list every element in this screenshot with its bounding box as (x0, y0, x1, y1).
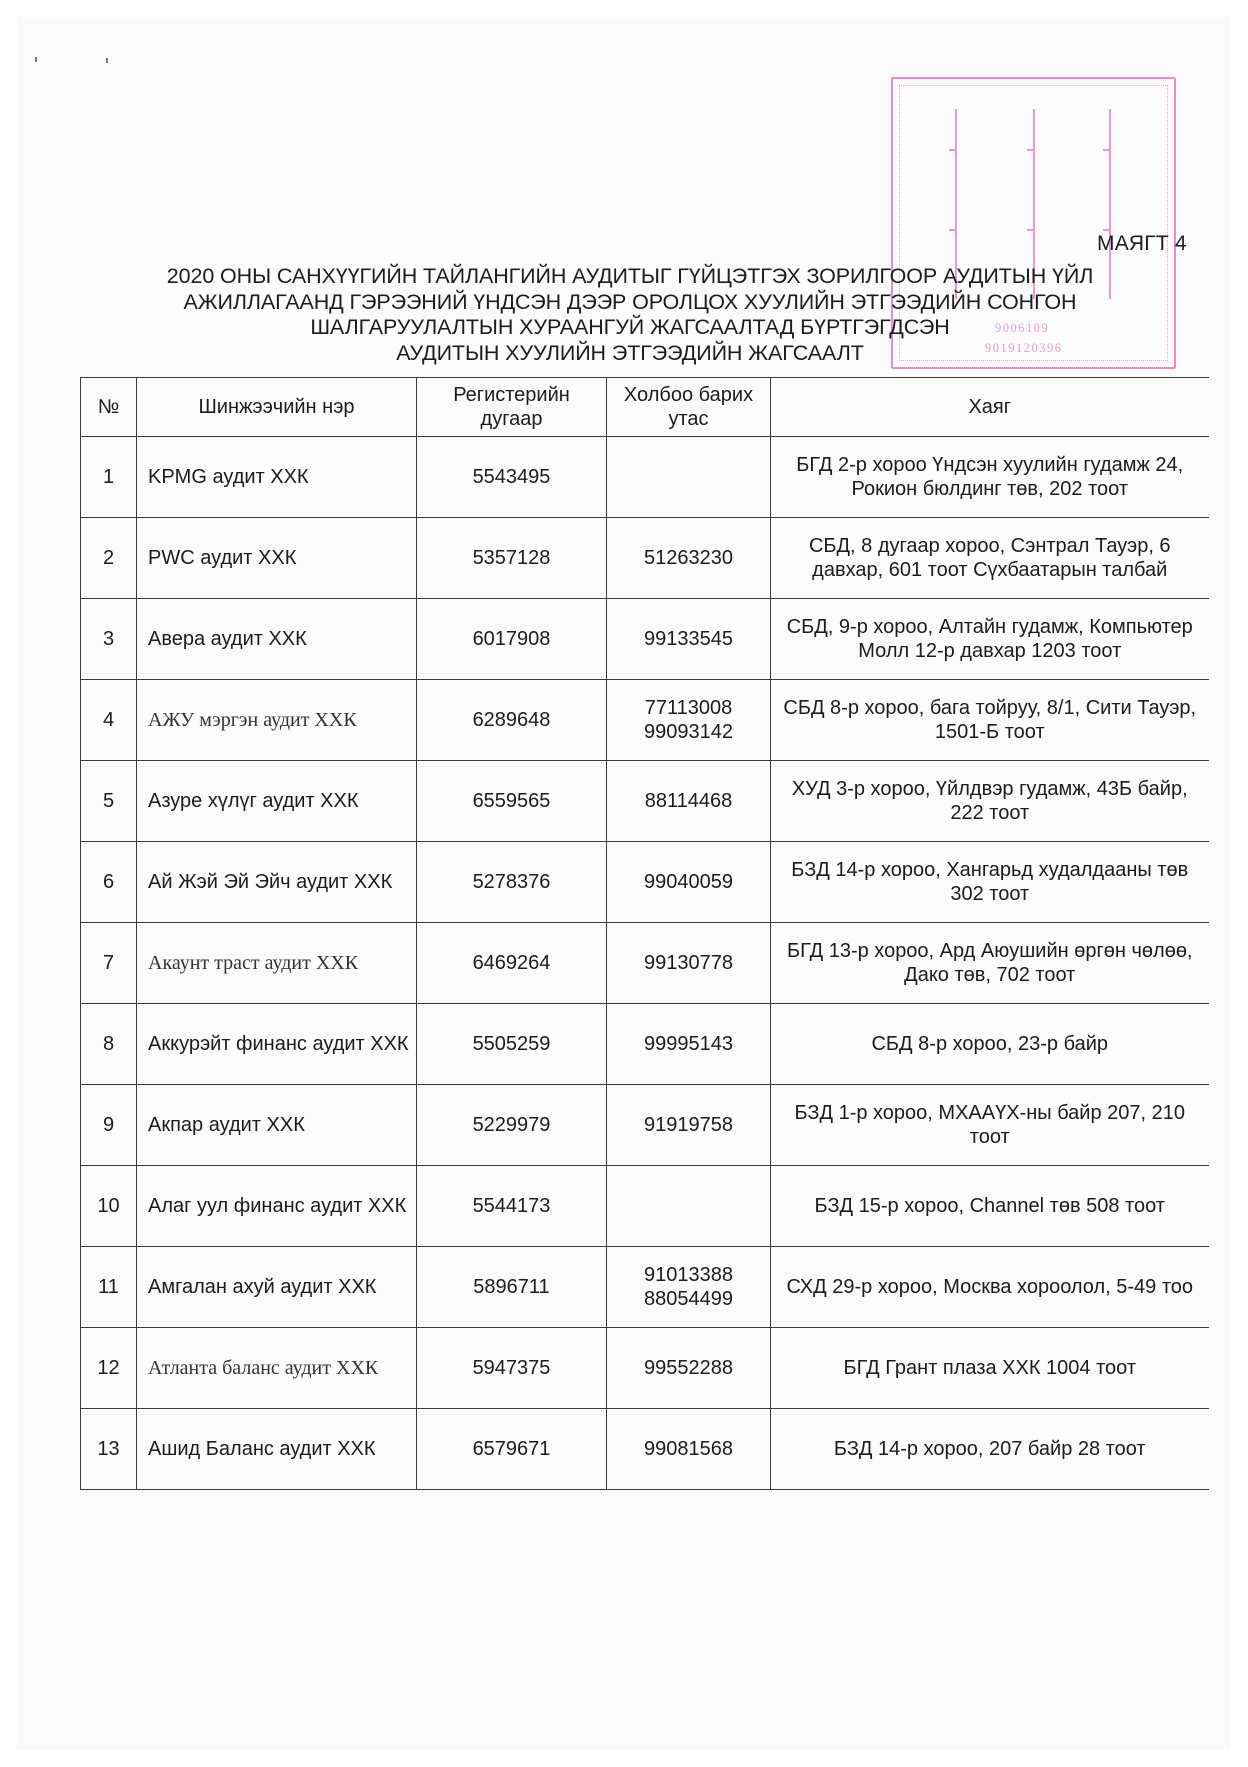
cell-name: Атланта баланс аудит ХХК (137, 1328, 417, 1409)
title-line: 2020 ОНЫ САНХҮҮГИЙН ТАЙЛАНГИЙН АУДИТЫГ ГҮЙЦЭТГЭХ ЗОРИЛГООР АУДИТЫН ҮЙЛ (166, 264, 1094, 288)
cell-register: 5543495 (417, 437, 607, 518)
cell-register: 5947375 (417, 1328, 607, 1409)
stamp-number: 9006109 (995, 321, 1050, 335)
cell-name: Ашид Баланс аудит ХХК (137, 1409, 417, 1490)
table-row (81, 680, 1209, 761)
cell-register: 5357128 (417, 518, 607, 599)
cell-phone (607, 1166, 771, 1247)
phone-number: 99093142 (644, 721, 733, 743)
cell-phone (607, 1085, 771, 1166)
cell-name: Акпар аудит ХХК (137, 1085, 417, 1166)
cell-address: БГД 2-р хороо Үндсэн хуулийн гудамж 24, Рокион бюлдинг төв, 202 тоот (771, 437, 1209, 518)
stamp-number: 9019120396 (985, 341, 1063, 355)
cell-phone (607, 923, 771, 1004)
title-line: АУДИТЫН ХУУЛИЙН ЭТГЭЭДИЙН ЖАГСААЛТ (396, 340, 864, 365)
cell-name: Авера аудит ХХК (137, 599, 417, 680)
cell-phone (607, 437, 771, 518)
cell-no: 4 (81, 680, 137, 761)
phone-number: 91013388 (644, 1264, 733, 1286)
phone-number: 99995143 (644, 1033, 733, 1055)
cell-no: 8 (81, 1004, 137, 1085)
header-address: Хаяг (771, 378, 1209, 437)
cell-no: 11 (81, 1247, 137, 1328)
cell-no: 3 (81, 599, 137, 680)
cell-name: Акаунт траст аудит ХХК (137, 923, 417, 1004)
phone-number: 88114468 (644, 790, 733, 812)
phone-number: 99040059 (644, 871, 733, 893)
cell-no: 9 (81, 1085, 137, 1166)
cell-address: БЗД 15-р хороо, Channel төв 508 тоот (771, 1166, 1209, 1247)
scan-speck (106, 58, 108, 63)
cell-phone (607, 680, 771, 761)
cell-phone (607, 1409, 771, 1490)
cell-phone (607, 599, 771, 680)
table-row (81, 1409, 1209, 1490)
table-row (81, 518, 1209, 599)
phone-number: 99081568 (644, 1438, 733, 1460)
cell-phone (607, 518, 771, 599)
phone-number: 77113008 (644, 697, 733, 719)
cell-register: 6017908 (417, 599, 607, 680)
title-line: АЖИЛЛАГААНД ГЭРЭЭНИЙ ҮНДСЭН ДЭЭР ОРОЛЦОХ ХУУЛИЙН ЭТГЭЭДИЙН СОНГОН (183, 289, 1077, 314)
phone-number: 99130778 (644, 952, 733, 974)
cell-address: СБД 8-р хороо, бага тойруу, 8/1, Сити Тауэр, 1501-Б тоот (771, 680, 1209, 761)
cell-phone (607, 1328, 771, 1409)
table-row (81, 842, 1209, 923)
document-title (130, 264, 1130, 366)
cell-name: Алаг уул финанс аудит ХХК (137, 1166, 417, 1247)
header-phone: Холбоо барих утас (607, 378, 771, 437)
cell-name: KPMG аудит ХХК (137, 437, 417, 518)
table-row (81, 599, 1209, 680)
cell-address: ХУД 3-р хороо, Үйлдвэр гудамж, 43Б байр, 222 тоот (771, 761, 1209, 842)
cell-phone (607, 761, 771, 842)
table-row (81, 1004, 1209, 1085)
table-header-row (81, 378, 1209, 437)
cell-name: АЖУ мэргэн аудит ХХК (137, 680, 417, 761)
table-row (81, 1247, 1209, 1328)
table-row (81, 1328, 1209, 1409)
title-line: ШАЛГАРУУЛАЛТЫН ХУРААНГУЙ ЖАГСААЛТАД БҮРТГЭГДСЭН (310, 315, 950, 339)
table-row (81, 1166, 1209, 1247)
cell-register: 5229979 (417, 1085, 607, 1166)
cell-address: БЗД 1-р хороо, МХААҮХ-ны байр 207, 210 тоот (771, 1085, 1209, 1166)
cell-address: БЗД 14-р хороо, 207 байр 28 тоот (771, 1409, 1209, 1490)
cell-register: 5896711 (417, 1247, 607, 1328)
header-name: Шинжээчийн нэр (137, 378, 417, 437)
phone-number: 99133545 (644, 628, 733, 650)
table-row (81, 761, 1209, 842)
cell-name: Азуре хүлүг аудит ХХК (137, 761, 417, 842)
header-register: Регистерийн дугаар (417, 378, 607, 437)
cell-no: 7 (81, 923, 137, 1004)
cell-no: 13 (81, 1409, 137, 1490)
cell-name: Амгалан ахуй аудит ХХК (137, 1247, 417, 1328)
form-label: МАЯГТ 4 (1097, 232, 1187, 255)
cell-name: Ай Жэй Эй Эйч аудит ХХК (137, 842, 417, 923)
cell-no: 1 (81, 437, 137, 518)
scan-speck (35, 57, 37, 62)
cell-name: PWC аудит ХХК (137, 518, 417, 599)
auditor-table (80, 377, 1209, 1490)
cell-address: СБД, 9-р хороо, Алтайн гудамж, Компьютер Молл 12-р давхар 1203 тоот (771, 599, 1209, 680)
cell-address: СБД, 8 дугаар хороо, Сэнтрал Тауэр, 6 давхар, 601 тоот Сүхбаатарын талбай (771, 518, 1209, 599)
cell-register: 5505259 (417, 1004, 607, 1085)
phone-number: 99552288 (644, 1357, 733, 1379)
table-row (81, 923, 1209, 1004)
cell-register: 6289648 (417, 680, 607, 761)
phone-number: 51263230 (644, 547, 733, 569)
cell-address: БГД Грант плаза ХХК 1004 тоот (771, 1328, 1209, 1409)
cell-no: 6 (81, 842, 137, 923)
cell-name: Аккурэйт финанс аудит ХХК (137, 1004, 417, 1085)
phone-number: 91919758 (644, 1114, 733, 1136)
cell-phone (607, 1004, 771, 1085)
phone-number: 88054499 (644, 1288, 733, 1310)
header-no: № (81, 378, 137, 437)
cell-phone (607, 842, 771, 923)
cell-register: 6579671 (417, 1409, 607, 1490)
cell-no: 2 (81, 518, 137, 599)
cell-address: БЗД 14-р хороо, Хангарьд худалдааны төв 302 тоот (771, 842, 1209, 923)
cell-address: БГД 13-р хороо, Ард Аюушийн өргөн чөлөө, Дако төв, 702 тоот (771, 923, 1209, 1004)
table-row (81, 437, 1209, 518)
cell-register: 5278376 (417, 842, 607, 923)
cell-phone (607, 1247, 771, 1328)
cell-register: 6469264 (417, 923, 607, 1004)
cell-register: 5544173 (417, 1166, 607, 1247)
cell-no: 12 (81, 1328, 137, 1409)
table-row (81, 1085, 1209, 1166)
cell-address: СБД 8-р хороо, 23-р байр (771, 1004, 1209, 1085)
cell-no: 10 (81, 1166, 137, 1247)
cell-register: 6559565 (417, 761, 607, 842)
cell-address: СХД 29-р хороо, Москва хороолол, 5-49 тоо (771, 1247, 1209, 1328)
cell-no: 5 (81, 761, 137, 842)
